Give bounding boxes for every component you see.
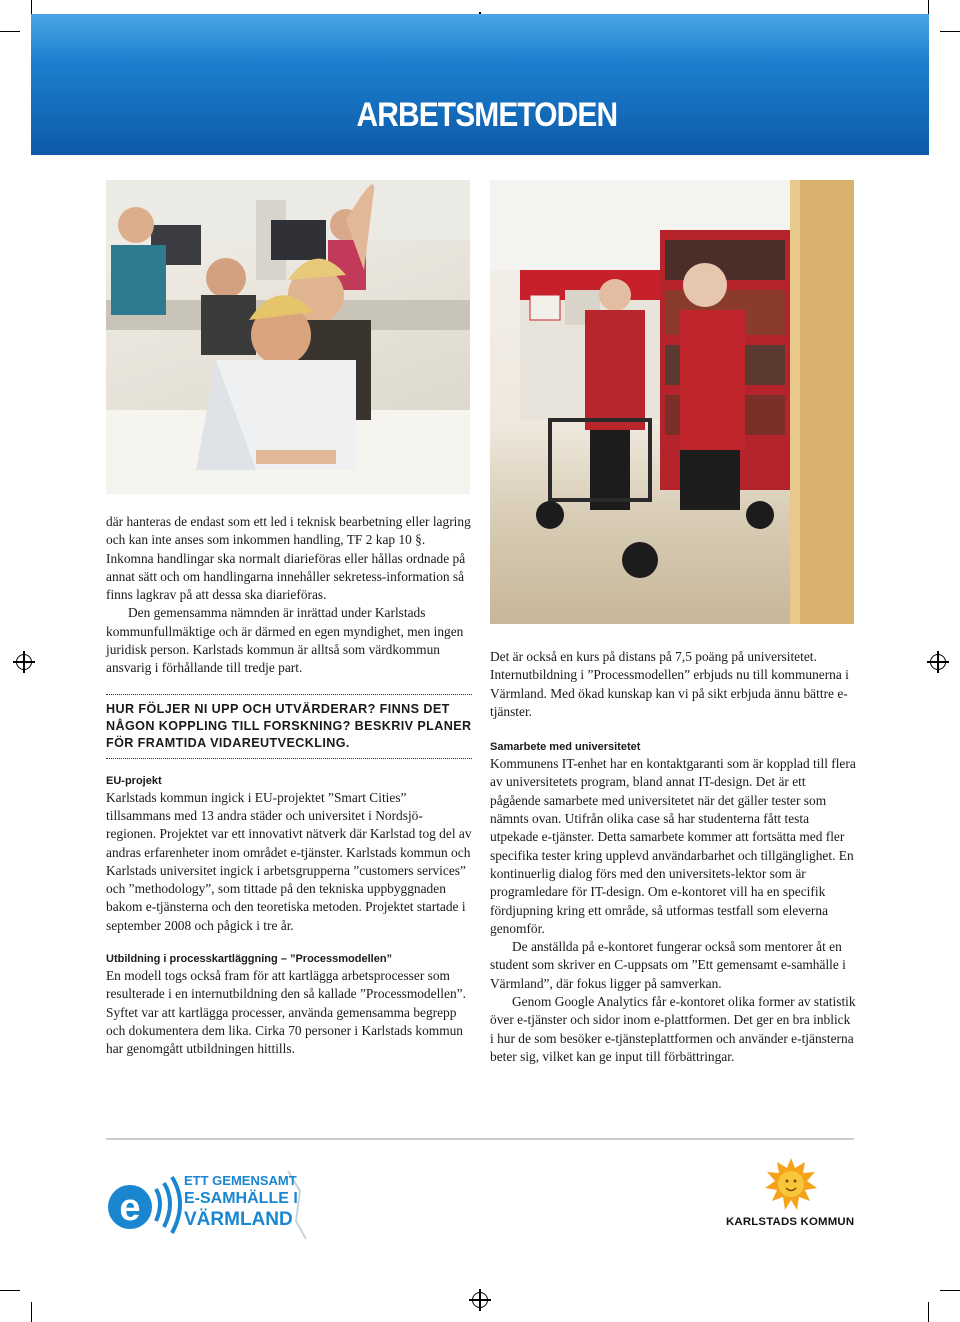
university-heading: Samarbete med universitetet xyxy=(490,741,641,754)
crop-mark xyxy=(928,1302,929,1322)
crop-mark xyxy=(0,1290,20,1291)
esamhalle-logo-line2: E-SAMHÄLLE I xyxy=(184,1190,298,1207)
crop-mark xyxy=(0,31,20,32)
pull-quote: HUR FÖLJER NI UPP OCH UTVÄRDERAR? FINNS DET NÅGON KOPPLING TILL FORSKNING? BESKRIV PLANER FÖR FRAMTIDA VIDAREUTVECKLING. xyxy=(106,701,472,750)
students-photo xyxy=(106,180,470,494)
education-heading: Utbildning i processkartläggning – ”Processmodellen” xyxy=(106,953,393,966)
svg-text:e: e xyxy=(119,1187,141,1229)
esamhalle-logo xyxy=(106,1165,316,1245)
right-column xyxy=(490,648,856,1066)
library-photo xyxy=(490,180,854,624)
analytics-paragraph: Genom Google Analytics får e-kontoret olika former av statistik över e-tjänster och sidor inom e-plattformen. Det ger en bra inblick i hur de som besöker e-tjänsteplattformen och använder e-tjänsterna beter sig, vilket kan ge input till förbättringar. xyxy=(490,994,856,1064)
header-banner xyxy=(31,14,929,155)
divider xyxy=(106,694,472,695)
left-column xyxy=(106,513,472,1059)
registration-mark-icon xyxy=(930,654,946,670)
esamhalle-logo-line1: ETT GEMENSAMT xyxy=(184,1173,297,1188)
karlstads-kommun-logo-text: KARLSTADS KOMMUN xyxy=(726,1216,855,1228)
crop-mark xyxy=(31,1302,32,1322)
course-paragraph: Det är också en kurs på distans på 7,5 poäng på universitetet. Internutbildning i ”Processmodellen” erbjuds nu till kommunerna i Värmland. Med ökad kunskap kan vi på sikt erbjuda ännu bättre e-tjänster. xyxy=(490,649,849,719)
sun-logo-icon xyxy=(765,1158,817,1210)
registration-mark-icon xyxy=(16,654,32,670)
footer-divider xyxy=(106,1138,854,1140)
esamhalle-logo-line3: VÄRMLAND xyxy=(184,1209,293,1230)
registration-mark-icon xyxy=(472,1292,488,1308)
mentor-paragraph: De anställda på e-kontoret fungerar också som mentorer åt en student som skriver en C-uppsats om ”Ett gemensamt e-samhälle i Värmland”, där fokus ligger på samverkan. xyxy=(490,939,846,991)
divider xyxy=(106,758,472,759)
eu-project-paragraph: Karlstads kommun ingick i EU-projektet ”Smart Cities” tillsammans med 13 andra städer och universitet i Nordsjö-regionen. Projektet var ett innovativt nätverk där Karlstad tog del av andras erfarenheter inom området e-tjänster. Karlstads kommun och Karlstads universitet ingick i arbetsgrupperna ”customers services” och ”methodology”, som tittade på den tekniska uppbyggnaden bakom e-tjänsterna och den teoretiska metoden. Projektet startade i september 2008 och pågick i tre år. xyxy=(106,789,472,933)
university-paragraph: Kommunens IT-enhet har en kontaktgaranti som är kopplad till flera av universitetets program, bland annat IT-design. Det är ett pågående samarbete med universitetet när det gäller tester som nämnts ovan. Utifrån olika case så har studenterna fått testa utpekade e-tjänster. Detta samarbete kommer att fortsätta med fler specifika tester kring upplevd användarbarhet och tillgänglighet. En kontinuerlig dialog förs med den universitets-lektor som är programledare för IT-design. Om e-kontoret vill ha en specifik fördjupning kring ett område, så utformas testfall som eleverna genomför. xyxy=(490,756,856,936)
eu-project-heading: EU-projekt xyxy=(106,774,162,787)
intro-paragraph: där hanteras de endast som ett led i teknisk bearbetning eller lagring och kan inte anses som inkommen handling, TF 2 kap 10 §. Inkomna handlingar ska normalt diarieföras eller hållas ordnade på annat sätt och om handlingarna innehåller sekretess-information så finns lagkrav på att dessa ska diarieföras. xyxy=(106,514,471,603)
page-title: ARBETSMETODEN xyxy=(356,96,617,134)
committee-paragraph: Den gemensamma nämnden är inrättad under Karlstads kommunfullmäktige och är därmed en egen myndighet, men ingen juridisk person. Karlstads kommun är alltså som värdkommun ansvarig i förhållande till tredje part. xyxy=(106,605,464,676)
crop-mark xyxy=(940,31,960,32)
library-photo-illustration xyxy=(490,180,854,624)
students-photo-illustration xyxy=(106,180,470,494)
crop-mark xyxy=(940,1290,960,1291)
education-paragraph: En modell togs också fram för att kartlägga arbetsprocesser som resulterade i en internutbildning den så kallade ”Processmodellen”. Syftet var att kartlägga processer, använda gemensamma begrepp och dokumentera dem lika. Cirka 70 personer i Karlstads kommun har genomgått utbildningen hittills. xyxy=(106,968,466,1057)
